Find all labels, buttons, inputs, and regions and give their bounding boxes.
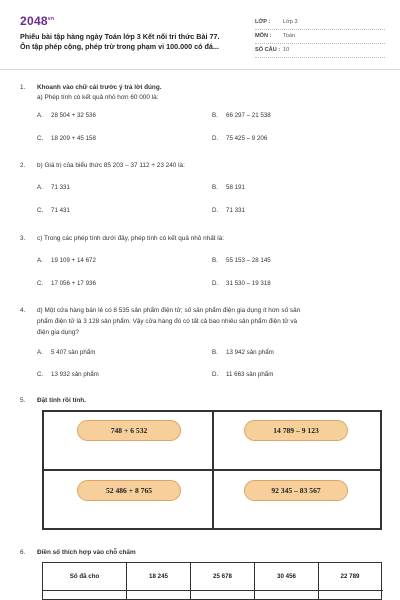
option-a[interactable]: A. 19 109 + 14 672 <box>37 257 96 264</box>
question-text-line-3: điện gia dụng? <box>37 329 79 336</box>
question-text-line-1: d) Một cửa hàng bán lẻ có 8 535 sản phẩm điện tử; số sản phẩm điện gia dụng ít hơn số sản <box>37 307 301 314</box>
question-number: 6. <box>20 549 26 556</box>
table-cell[interactable] <box>43 591 127 600</box>
table-header: 30 456 <box>255 563 319 590</box>
option-b[interactable]: B. 13 942 sản phẩm <box>212 349 274 356</box>
meta-class-key: LỚP : <box>255 19 271 25</box>
table-header: 18 245 <box>127 563 191 590</box>
worksheet-header <box>0 0 400 70</box>
option-c[interactable]: C. 13 932 sản phẩm <box>37 371 99 378</box>
question-text: a) Phép tính có kết quả nhỏ hơn 60 000 là: <box>37 94 159 101</box>
option-d[interactable]: D. 11 663 sản phẩm <box>212 371 274 378</box>
expression-label: 748 + 6 532 <box>77 420 181 441</box>
fill-in-table <box>42 562 382 600</box>
option-b[interactable]: B. 58 191 <box>212 184 245 191</box>
table-cell[interactable] <box>319 591 381 600</box>
table-row <box>43 590 383 600</box>
table-cell[interactable] <box>127 591 191 600</box>
calculation-grid <box>42 410 382 530</box>
question-number: 3. <box>20 235 26 242</box>
option-d[interactable]: D. 71 331 <box>212 207 245 214</box>
logo-suffix: vn <box>47 16 55 22</box>
option-d[interactable]: D. 31 530 – 19 318 <box>212 280 271 287</box>
option-c[interactable]: C. 71 431 <box>37 207 70 214</box>
table-header: Số đã cho <box>43 563 127 590</box>
meta-count-key: SỐ CÂU : <box>255 47 281 53</box>
question-text: c) Trong các phép tính dưới đây, phép tính có kết quả nhỏ nhất là: <box>37 235 225 242</box>
option-c[interactable]: C. 18 209 + 45 158 <box>37 135 96 142</box>
option-c[interactable]: C. 17 056 + 17 936 <box>37 280 96 287</box>
option-b[interactable]: B. 55 153 – 28 145 <box>212 257 271 264</box>
question-number: 4. <box>20 307 26 314</box>
question-number: 1. <box>20 84 26 91</box>
table-header: 22 789 <box>340 573 360 580</box>
question-text: Đặt tính rồi tính. <box>37 397 86 404</box>
table-header: 25 678 <box>191 563 255 590</box>
title-line-2: Ôn tập phép cộng, phép trừ trong phạm vi 100.000 có đá... <box>20 42 219 51</box>
option-a[interactable]: A. 5 407 sản phẩm <box>37 349 96 356</box>
question-number: 2. <box>20 162 26 169</box>
meta-subject-key: MÔN : <box>255 33 272 39</box>
meta-subject-value: Toán <box>283 33 296 39</box>
logo-text: 2048 <box>20 14 48 28</box>
question-text: b) Giá trị của biểu thức 85 203 – 37 112 + 23 240 là: <box>37 162 185 169</box>
question-text: Điền số thích hợp vào chỗ chấm <box>37 549 136 556</box>
expression-label: 14 789 – 9 123 <box>244 420 348 441</box>
expression-label: 52 486 + 8 765 <box>77 480 181 501</box>
question-number: 5. <box>20 397 26 404</box>
title-line-1: Phiếu bài tập hàng ngày Toán lớp 3 Kết nối tri thức Bài 77. <box>20 32 220 41</box>
meta-count <box>255 44 385 58</box>
meta-class-value: Lớp 3 <box>283 19 298 25</box>
option-a[interactable]: A. 71 331 <box>37 184 70 191</box>
option-d[interactable]: D. 75 425 – 9 206 <box>212 135 268 142</box>
page-title <box>20 32 230 52</box>
question-text-line-2: phẩm điện tử là 3 128 sản phẩm. Vậy cửa hàng đó có tất cả bao nhiêu sản phẩm điện tử và <box>37 318 298 325</box>
meta-class <box>255 16 385 30</box>
expression-label: 92 345 – 83 567 <box>244 480 348 501</box>
question-instruction: Khoanh vào chữ cái trước ý trả lời đúng. <box>37 84 162 91</box>
meta-subject <box>255 30 385 44</box>
table-cell[interactable] <box>255 591 319 600</box>
site-logo[interactable] <box>20 14 54 28</box>
option-b[interactable]: B. 66 297 – 21 538 <box>212 112 271 119</box>
option-a[interactable]: A. 28 504 + 32 536 <box>37 112 96 119</box>
meta-count-value: 10 <box>283 47 290 53</box>
table-cell[interactable] <box>191 591 255 600</box>
